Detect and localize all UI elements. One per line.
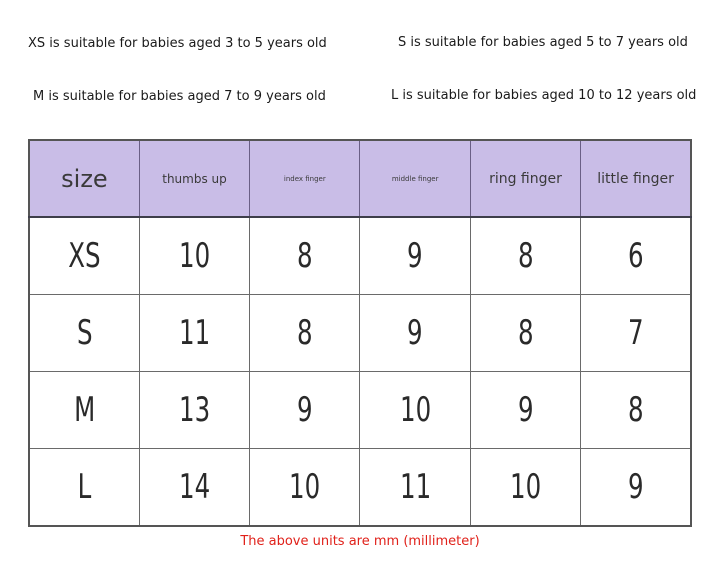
cell-middle-finger <box>360 372 470 449</box>
cell-ring-finger <box>470 295 580 372</box>
cell-value: 13 <box>178 390 211 430</box>
cell-value: 11 <box>178 313 211 353</box>
size-note-xs: XS is suitable for babies aged 3 to 5 years old <box>28 36 327 51</box>
cell-index-finger <box>250 372 360 449</box>
cell-size-value: XS <box>68 236 101 276</box>
size-note-m: M is suitable for babies aged 7 to 9 years old <box>33 89 326 104</box>
cell-little-finger <box>581 217 691 295</box>
cell-value: 10 <box>509 467 542 507</box>
table-header-row <box>29 140 691 217</box>
cell-value: 10 <box>399 390 431 430</box>
cell-size <box>29 449 139 527</box>
cell-value: 9 <box>517 390 534 430</box>
cell-thumbs-up <box>139 217 249 295</box>
cell-little-finger <box>581 449 691 527</box>
cell-middle-finger <box>360 449 470 527</box>
cell-ring-finger <box>470 449 580 527</box>
table-row <box>29 295 691 372</box>
cell-value: 9 <box>407 236 423 276</box>
header-ring-finger: ring finger <box>470 140 580 217</box>
cell-size <box>29 372 139 449</box>
cell-middle-finger <box>360 295 470 372</box>
cell-size <box>29 295 139 372</box>
cell-value: 8 <box>517 236 534 276</box>
size-note-s: S is suitable for babies aged 5 to 7 years old <box>398 35 688 50</box>
cell-value: 11 <box>399 467 431 507</box>
cell-index-finger <box>250 217 360 295</box>
size-note-l: L is suitable for babies aged 10 to 12 years old <box>391 88 697 103</box>
table-row <box>29 372 691 449</box>
header-size: size <box>29 140 139 217</box>
cell-value: 8 <box>517 313 534 353</box>
header-thumbs-up: thumbs up <box>139 140 249 217</box>
cell-value: 8 <box>297 313 313 353</box>
header-little-finger: little finger <box>581 140 691 217</box>
cell-size-value: L <box>77 467 92 507</box>
table-header <box>29 140 691 217</box>
cell-index-finger <box>250 295 360 372</box>
cell-size-value: M <box>73 390 95 430</box>
units-footnote: The above units are mm (millimeter) <box>240 534 480 549</box>
cell-size <box>29 217 139 295</box>
header-middle-finger: middle finger <box>360 140 470 217</box>
header-index-finger: index finger <box>250 140 360 217</box>
cell-size-value: S <box>76 313 93 353</box>
cell-value: 9 <box>627 467 644 507</box>
cell-middle-finger <box>360 217 470 295</box>
cell-little-finger <box>581 295 691 372</box>
cell-thumbs-up <box>139 295 249 372</box>
table-row <box>29 449 691 527</box>
cell-value: 9 <box>297 390 313 430</box>
cell-value: 8 <box>297 236 313 276</box>
cell-little-finger <box>581 372 691 449</box>
cell-value: 9 <box>407 313 423 353</box>
cell-thumbs-up <box>139 449 249 527</box>
cell-index-finger <box>250 449 360 527</box>
cell-value: 7 <box>627 313 644 353</box>
cell-value: 14 <box>178 467 211 507</box>
size-chart-table <box>28 139 692 527</box>
table-body <box>29 217 691 526</box>
cell-value: 8 <box>627 390 644 430</box>
cell-ring-finger <box>470 372 580 449</box>
table-row <box>29 217 691 295</box>
cell-value: 10 <box>178 236 211 276</box>
cell-thumbs-up <box>139 372 249 449</box>
cell-value: 10 <box>289 467 321 507</box>
cell-value: 6 <box>627 236 644 276</box>
cell-ring-finger <box>470 217 580 295</box>
